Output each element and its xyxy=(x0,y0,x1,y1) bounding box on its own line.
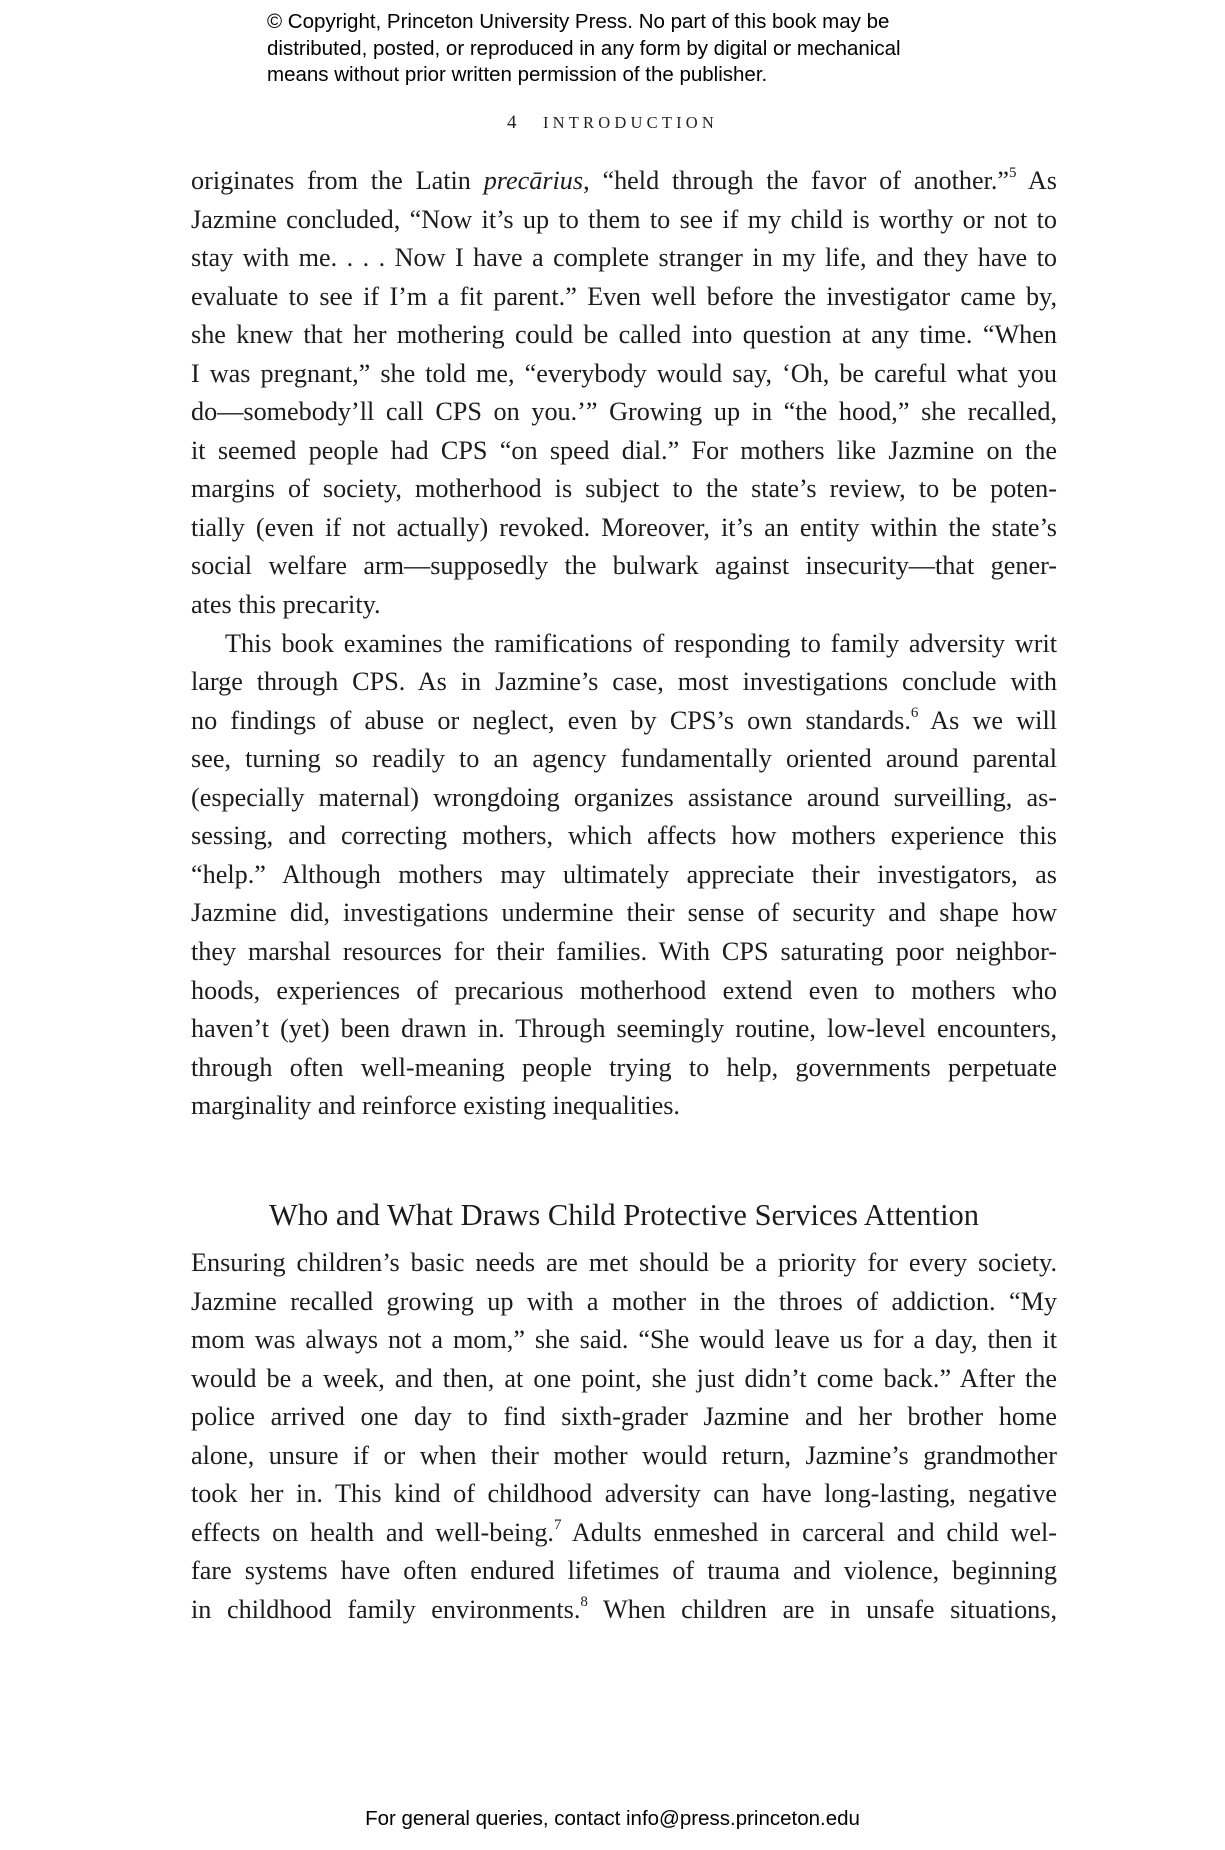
paragraph-continuation xyxy=(191,162,1057,625)
footnote-ref[interactable]: 8 xyxy=(580,1594,588,1611)
line-text: no findings of abuse or neglect, even by CPS’s own standards. xyxy=(191,705,911,735)
line-text: ates this precarity. xyxy=(191,590,381,620)
paragraph-book-overview xyxy=(191,625,1057,1126)
line-text: took her in. This kind of childhood adversity can have long-lasting, negative xyxy=(191,1479,1057,1509)
section-heading: Who and What Draws Child Protective Services Attention xyxy=(268,1198,980,1232)
text-line xyxy=(191,1360,1057,1399)
line-text: Ensuring children’s basic needs are met should be a priority for every society. xyxy=(191,1248,1057,1277)
line-text: (especially maternal) wrongdoing organizes assistance around surveilling, as- xyxy=(191,782,1057,812)
line-text: social welfare arm—supposedly the bulwark against insecurity—that gener- xyxy=(191,551,1057,581)
text-line xyxy=(191,1552,1057,1591)
line-text: “help.” Although mothers may ultimately appreciate their investigators, as xyxy=(191,859,1057,889)
chapter-title: INTRODUCTION xyxy=(542,113,719,132)
line-text: evaluate to see if I’m a fit parent.” Even well before the investigator came by, xyxy=(191,281,1057,311)
copyright-line: © Copyright, Princeton University Press. No part of this book may be xyxy=(267,10,890,33)
line-text: Adults enmeshed in carceral and child wel- xyxy=(561,1517,1058,1547)
text-line xyxy=(191,547,1057,586)
line-text: fare systems have often endured lifetimes of trauma and violence, beginning xyxy=(191,1556,1057,1586)
copyright-notice xyxy=(267,9,987,89)
text-line xyxy=(191,1475,1057,1514)
text-line xyxy=(191,1437,1057,1476)
text-line xyxy=(191,432,1057,471)
text-line xyxy=(191,201,1057,240)
footer-contact: For general queries, contact info@press.princeton.edu xyxy=(365,1807,860,1830)
text-line xyxy=(191,355,1057,394)
line-text: As we will xyxy=(918,705,1058,735)
text-line xyxy=(191,817,1057,856)
line-text: she knew that her mothering could be called into question at any time. “When xyxy=(191,320,1057,350)
line-text: , “held through the favor of another.” xyxy=(583,166,1010,195)
footnote-ref[interactable]: 6 xyxy=(910,704,919,721)
text-line xyxy=(191,625,1057,664)
copyright-line: distributed, posted, or reproduced in any form by digital or mechanical xyxy=(267,36,901,60)
line-text: Jazmine recalled growing up with a mother in the throes of addiction. “My xyxy=(191,1286,1057,1316)
text-line xyxy=(191,393,1057,432)
text-line xyxy=(191,1514,1057,1553)
line-text: hoods, experiences of precarious motherhood extend even to mothers who xyxy=(191,975,1057,1005)
text-line xyxy=(191,1321,1057,1360)
text-line xyxy=(191,1010,1057,1049)
text-line xyxy=(191,663,1057,702)
line-text: they marshal resources for their families. With CPS saturating poor neighbor- xyxy=(191,936,1057,966)
text-line xyxy=(191,1049,1057,1088)
text-line xyxy=(191,586,1057,625)
page-number: 4 xyxy=(506,112,517,133)
line-text: police arrived one day to find sixth-grader Jazmine and her brother home xyxy=(191,1402,1057,1432)
line-text: in childhood family environments. xyxy=(191,1594,581,1624)
text-line xyxy=(191,1244,1057,1283)
line-text: originates from the Latin xyxy=(191,166,484,195)
line-text: marginality and reinforce existing inequalities. xyxy=(191,1091,680,1121)
text-line xyxy=(191,740,1057,779)
paragraph-basic-needs xyxy=(191,1244,1057,1629)
line-text: Jazmine concluded, “Now it’s up to them to see if my child is worthy or not to xyxy=(191,204,1057,234)
line-text: sessing, and correcting mothers, which affects how mothers experience this xyxy=(191,821,1057,851)
footnote-ref[interactable]: 7 xyxy=(553,1517,562,1534)
line-text: tially (even if not actually) revoked. Moreover, it’s an entity within the state’s xyxy=(191,512,1057,542)
line-text: margins of society, motherhood is subject to the state’s review, to be poten- xyxy=(191,474,1057,504)
running-head xyxy=(0,112,1225,134)
text-line xyxy=(191,1398,1057,1437)
text-line xyxy=(191,702,1057,741)
line-text: I was pregnant,” she told me, “everybody would say, ‘Oh, be careful what you xyxy=(191,358,1057,388)
text-line xyxy=(191,162,1057,201)
line-text: stay with me. . . . Now I have a complete stranger in my life, and they have to xyxy=(191,243,1057,273)
footnote-ref[interactable]: 5 xyxy=(1009,165,1017,182)
line-text: alone, unsure if or when their mother would return, Jazmine’s grandmother xyxy=(191,1440,1057,1470)
italic-term: precārius xyxy=(483,166,584,195)
text-line xyxy=(191,972,1057,1011)
text-line xyxy=(191,894,1057,933)
text-line xyxy=(191,933,1057,972)
line-text: would be a week, and then, at one point, she just didn’t come back.” After the xyxy=(191,1363,1057,1393)
line-text: do—somebody’ll call CPS on you.’” Growing up in “the hood,” she recalled, xyxy=(191,397,1057,427)
text-line xyxy=(191,1591,1057,1630)
text-line xyxy=(191,779,1057,818)
text-line xyxy=(191,856,1057,895)
line-text: see, turning so readily to an agency fundamentally oriented around parental xyxy=(191,744,1057,774)
text-line xyxy=(191,1283,1057,1322)
copyright-line: means without prior written permission of the publisher. xyxy=(267,63,768,86)
text-line xyxy=(191,1087,1057,1126)
line-text: large through CPS. As in Jazmine’s case, most investigations conclude with xyxy=(191,667,1057,697)
line-text: mom was always not a mom,” she said. “She would leave us for a day, then it xyxy=(191,1325,1057,1355)
line-text: This book examines the ramifications of responding to family adversity writ xyxy=(225,628,1057,658)
line-text: haven’t (yet) been drawn in. Through seemingly routine, low-level encounters, xyxy=(191,1014,1057,1044)
text-line xyxy=(191,239,1057,278)
line-text: Jazmine did, investigations undermine their sense of security and shape how xyxy=(191,898,1057,928)
text-line xyxy=(191,316,1057,355)
text-line xyxy=(191,278,1057,317)
line-text: through often well-meaning people trying to help, governments perpetuate xyxy=(191,1052,1057,1082)
line-text: When children are in unsafe situations, xyxy=(587,1594,1057,1624)
text-line xyxy=(191,470,1057,509)
text-line xyxy=(191,509,1057,548)
line-text: effects on health and well-being. xyxy=(191,1517,554,1547)
line-text: it seemed people had CPS “on speed dial.” For mothers like Jazmine on the xyxy=(191,435,1057,465)
line-text: As xyxy=(1016,166,1057,195)
